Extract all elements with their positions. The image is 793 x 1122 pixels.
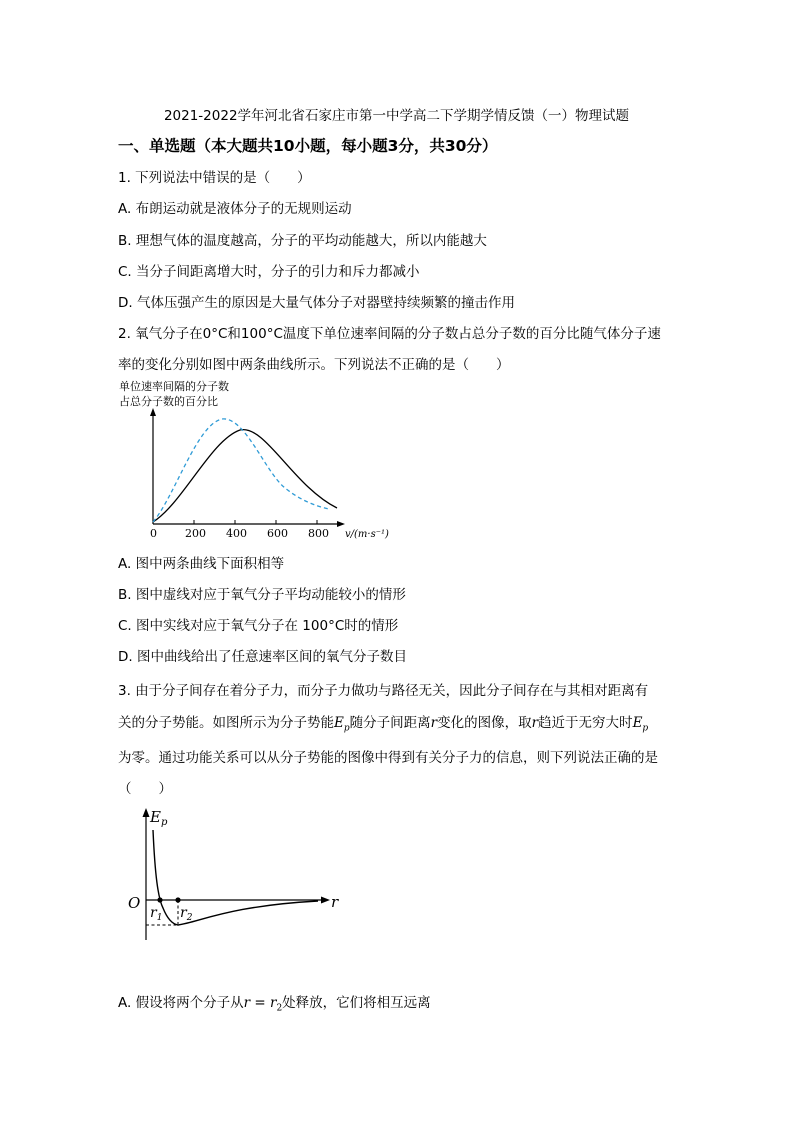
ep-symbol-1	[334, 715, 350, 734]
q3-option-a-equals: =	[250, 995, 270, 1011]
r2-label: $r_2$	[180, 905, 193, 923]
r-symbol-1: r	[430, 715, 438, 731]
figure-ylabel-line-1: 单位速率间隔的分子数	[119, 380, 229, 393]
question-2-stem-line-1: 2. 氧气分子在0°C和100°C温度下单位速率间隔的分子数占总分子数的百分比随气体分子速	[118, 326, 661, 342]
question-1-option-c: C. 当分子间距离增大时，分子的引力和斥力都减小	[118, 264, 420, 280]
question-2-option-a: A. 图中两条曲线下面积相等	[118, 556, 285, 572]
r2-point	[175, 897, 180, 902]
question-3-option-a	[118, 991, 431, 1014]
question-2-option-d: D. 图中曲线给出了任意速率区间的氧气分子数目	[118, 649, 407, 665]
x-tick-label-600: 600	[267, 527, 288, 540]
document-title: 2021-2022学年河北省石家庄市第一中学高二下学期学情反馈（一）物理试题	[163, 108, 630, 124]
figure-xlabel: v/(m·s⁻¹)	[345, 529, 389, 540]
section-heading: 一、单选题（本大题共10小题，每小题3分，共30分）	[118, 137, 498, 155]
question-1-option-d: D. 气体压强产生的原因是大量气体分子对器壁持续频繁的撞击作用	[118, 295, 515, 311]
q3-line2-text-b: 随分子间距离	[349, 715, 431, 731]
question-3-stem-line-4: （ ）	[118, 781, 172, 797]
q3-line2-text-c: 变化的图像，取	[437, 715, 532, 731]
r1-point	[157, 897, 162, 902]
question-2-option-c: C. 图中实线对应于氧气分子在 100°C时的情形	[118, 618, 399, 634]
ep-axis-arrow	[143, 808, 150, 817]
question-2-option-b: B. 图中虚线对应于氧气分子平均动能较小的情形	[118, 587, 406, 603]
origin-label: O	[128, 894, 141, 912]
question-3-stem-line-3: 为零。通过功能关系可以从分子势能的图像中得到有关分子力的信息，则下列说法正确的是	[118, 750, 658, 766]
ep-curve	[153, 830, 318, 925]
figure-ylabel-line-2: 占总分子数的百分比	[119, 395, 218, 408]
question-1-stem: 1. 下列说法中错误的是（ ）	[118, 170, 311, 186]
q3-option-a-r2-sub: 2	[276, 1003, 283, 1014]
q3-line2-text-a: 关的分子势能。如图所示为分子势能	[118, 715, 334, 731]
question-1-option-a: A. 布朗运动就是液体分子的无规则运动	[118, 201, 352, 217]
q3-option-a-r2: r	[269, 995, 277, 1011]
dashed-curve-0c	[153, 419, 329, 522]
question-3-stem-line-2	[118, 711, 648, 734]
r-axis-arrow	[321, 897, 330, 904]
q3-line2-text-d: 趋近于无穷大时	[538, 715, 633, 731]
ep-symbol-2-main: E	[632, 715, 643, 731]
ep-symbol-1-sub: p	[343, 723, 350, 734]
q3-option-a-prefix: A. 假设将两个分子从	[118, 995, 244, 1011]
speed-distribution-figure	[115, 378, 405, 548]
y-axis-arrow	[150, 408, 156, 416]
x-axis-arrow	[337, 521, 345, 527]
question-1-option-b: B. 理想气体的温度越高，分子的平均动能越大，所以内能越大	[118, 233, 487, 249]
r-axis-label: r	[331, 893, 339, 911]
q3-option-a-r: r	[243, 995, 251, 1011]
r-symbol-2: r	[531, 715, 539, 731]
question-2-stem-line-2: 率的变化分别如图中两条曲线所示。下列说法不正确的是（ ）	[118, 357, 510, 373]
r1-label: $r_1$	[150, 905, 163, 923]
potential-energy-figure	[118, 800, 358, 950]
ep-symbol-2-sub: p	[642, 723, 649, 734]
x-tick-label-400: 400	[226, 527, 247, 540]
x-tick-label-800: 800	[308, 527, 329, 540]
ep-symbol-2	[632, 715, 649, 734]
question-3-stem-line-1: 3. 由于分子间存在着分子力，而分子力做功与路径无关，因此分子间存在与其相对距离有	[118, 683, 649, 699]
ep-symbol-1-main: E	[334, 715, 344, 731]
x-tick-label-200: 200	[185, 527, 206, 540]
q3-option-a-suffix: 处释放，它们将相互远离	[282, 995, 431, 1011]
solid-curve-100c	[153, 430, 337, 522]
figure-origin-label: 0	[150, 527, 157, 540]
ep-axis-label: $E_p$	[150, 808, 168, 828]
